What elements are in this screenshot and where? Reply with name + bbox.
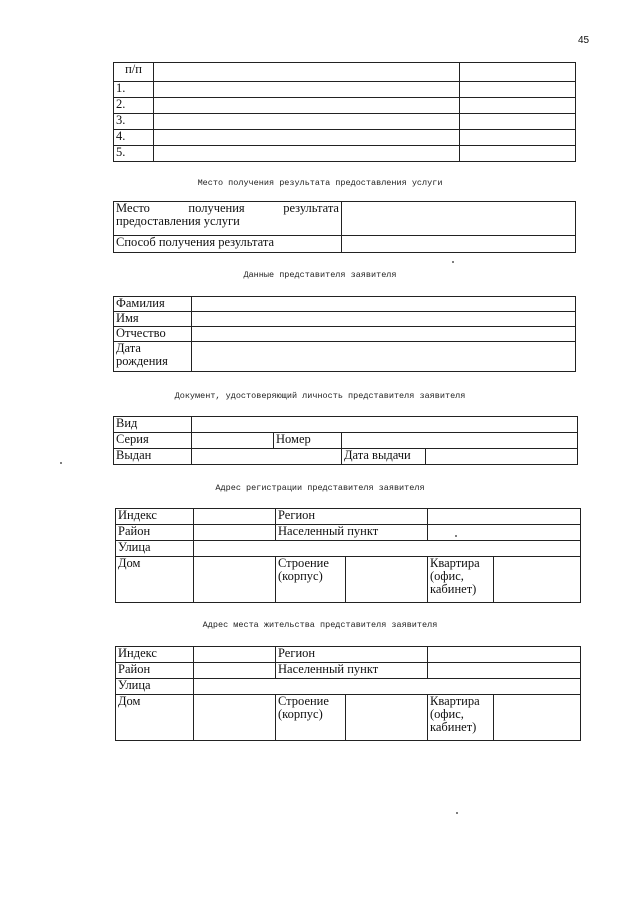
numbered-table [113, 62, 576, 162]
scan-speck [60, 462, 62, 464]
table-row [116, 509, 581, 525]
locality-field[interactable] [428, 663, 581, 679]
street-label: Улица [116, 679, 194, 695]
label-line: Строение [278, 556, 329, 570]
label-line: Дата [116, 341, 141, 355]
document-table [113, 416, 578, 465]
table-row [114, 146, 576, 162]
apartment-label [428, 695, 494, 741]
apartment-field[interactable] [494, 557, 581, 603]
empty-cell[interactable] [154, 98, 460, 114]
house-field[interactable] [194, 557, 276, 603]
table-row [114, 114, 576, 130]
row-number: 5. [114, 146, 154, 162]
patronymic-field[interactable] [192, 327, 576, 342]
building-field[interactable] [346, 557, 428, 603]
empty-cell[interactable] [460, 130, 576, 146]
surname-label: Фамилия [114, 297, 192, 312]
result-place-label [114, 202, 342, 236]
result-table [113, 201, 576, 253]
table-row [116, 557, 581, 603]
index-field[interactable] [194, 647, 276, 663]
table-row [116, 541, 581, 557]
result-method-field[interactable] [342, 236, 576, 253]
section-caption-residence: Адрес места жительства представителя заявителя [202, 620, 438, 630]
table-row [114, 417, 578, 433]
street-label: Улица [116, 541, 194, 557]
region-label: Регион [276, 509, 428, 525]
registration-address-table [115, 508, 581, 603]
page-number: 45 [578, 35, 590, 46]
label-line: рождения [116, 354, 168, 368]
doc-type-label: Вид [114, 417, 192, 433]
index-label: Индекс [116, 647, 194, 663]
doc-type-field[interactable] [192, 417, 578, 433]
doc-date-field[interactable] [426, 449, 578, 465]
label-line: кабинет) [430, 720, 477, 734]
locality-label: Населенный пункт [276, 663, 428, 679]
table-row [114, 236, 576, 253]
label-line: (офис, [430, 569, 464, 583]
table-row [114, 433, 578, 449]
table-row [116, 647, 581, 663]
label-line: (корпус) [278, 707, 323, 721]
table-row [114, 63, 576, 82]
empty-cell[interactable] [460, 146, 576, 162]
row-number: 3. [114, 114, 154, 130]
representative-table [113, 296, 576, 372]
empty-cell[interactable] [154, 63, 460, 82]
birth-date-label [114, 342, 192, 372]
table-row [114, 449, 578, 465]
district-label: Район [116, 525, 194, 541]
result-place-field[interactable] [342, 202, 576, 236]
index-field[interactable] [194, 509, 276, 525]
building-label [276, 695, 346, 741]
label-line: Квартира [430, 694, 480, 708]
table-row [116, 695, 581, 741]
label-line: Квартира [430, 556, 480, 570]
result-method-label: Способ получения результата [114, 236, 342, 253]
table-row [114, 342, 576, 372]
scan-speck [455, 535, 457, 537]
label-line: Строение [278, 694, 329, 708]
section-caption-representative: Данные представителя заявителя [243, 270, 397, 280]
label-line: (офис, [430, 707, 464, 721]
apartment-label [428, 557, 494, 603]
label-line: кабинет) [430, 582, 477, 596]
district-field[interactable] [194, 663, 276, 679]
doc-series-label: Серия [114, 433, 192, 449]
house-label: Дом [116, 557, 194, 603]
locality-label: Населенный пункт [276, 525, 428, 541]
section-caption-registration: Адрес регистрации представителя заявителя [215, 483, 425, 493]
surname-field[interactable] [192, 297, 576, 312]
street-field[interactable] [194, 541, 581, 557]
empty-cell[interactable] [460, 98, 576, 114]
table-row [114, 312, 576, 327]
empty-cell[interactable] [460, 63, 576, 82]
section-caption-document: Документ, удостоверяющий личность представителя заявителя [174, 391, 466, 401]
region-label: Регион [276, 647, 428, 663]
district-label: Район [116, 663, 194, 679]
doc-series-field[interactable] [192, 433, 274, 449]
apartment-field[interactable] [494, 695, 581, 741]
locality-field[interactable] [428, 525, 581, 541]
table-row [116, 663, 581, 679]
house-label: Дом [116, 695, 194, 741]
street-field[interactable] [194, 679, 581, 695]
index-label: Индекс [116, 509, 194, 525]
table-row [114, 327, 576, 342]
scan-speck [456, 812, 458, 814]
label-line: Место получения результата [116, 201, 339, 215]
table-row [114, 130, 576, 146]
table-row [116, 525, 581, 541]
doc-issued-field[interactable] [192, 449, 342, 465]
birth-date-field[interactable] [192, 342, 576, 372]
label-line: (корпус) [278, 569, 323, 583]
header-cell: п/п [114, 63, 154, 82]
doc-number-label: Номер [274, 433, 342, 449]
empty-cell[interactable] [154, 82, 460, 98]
doc-number-field[interactable] [342, 433, 578, 449]
residence-address-table [115, 646, 581, 741]
row-number: 2. [114, 98, 154, 114]
doc-issued-label: Выдан [114, 449, 192, 465]
empty-cell[interactable] [154, 146, 460, 162]
empty-cell[interactable] [154, 114, 460, 130]
patronymic-label: Отчество [114, 327, 192, 342]
empty-cell[interactable] [460, 82, 576, 98]
table-row [114, 297, 576, 312]
name-field[interactable] [192, 312, 576, 327]
district-field[interactable] [194, 525, 276, 541]
row-number: 4. [114, 130, 154, 146]
section-caption-result: Место получения результата предоставления услуги [197, 178, 443, 188]
scan-speck [452, 261, 454, 263]
building-field[interactable] [346, 695, 428, 741]
table-row [114, 202, 576, 236]
table-row [114, 98, 576, 114]
row-number: 1. [114, 82, 154, 98]
table-row [114, 82, 576, 98]
building-label [276, 557, 346, 603]
empty-cell[interactable] [460, 114, 576, 130]
empty-cell[interactable] [154, 130, 460, 146]
label-line: предоставления услуги [116, 214, 240, 228]
doc-date-label: Дата выдачи [342, 449, 426, 465]
table-row [116, 679, 581, 695]
region-field[interactable] [428, 647, 581, 663]
region-field[interactable] [428, 509, 581, 525]
name-label: Имя [114, 312, 192, 327]
house-field[interactable] [194, 695, 276, 741]
